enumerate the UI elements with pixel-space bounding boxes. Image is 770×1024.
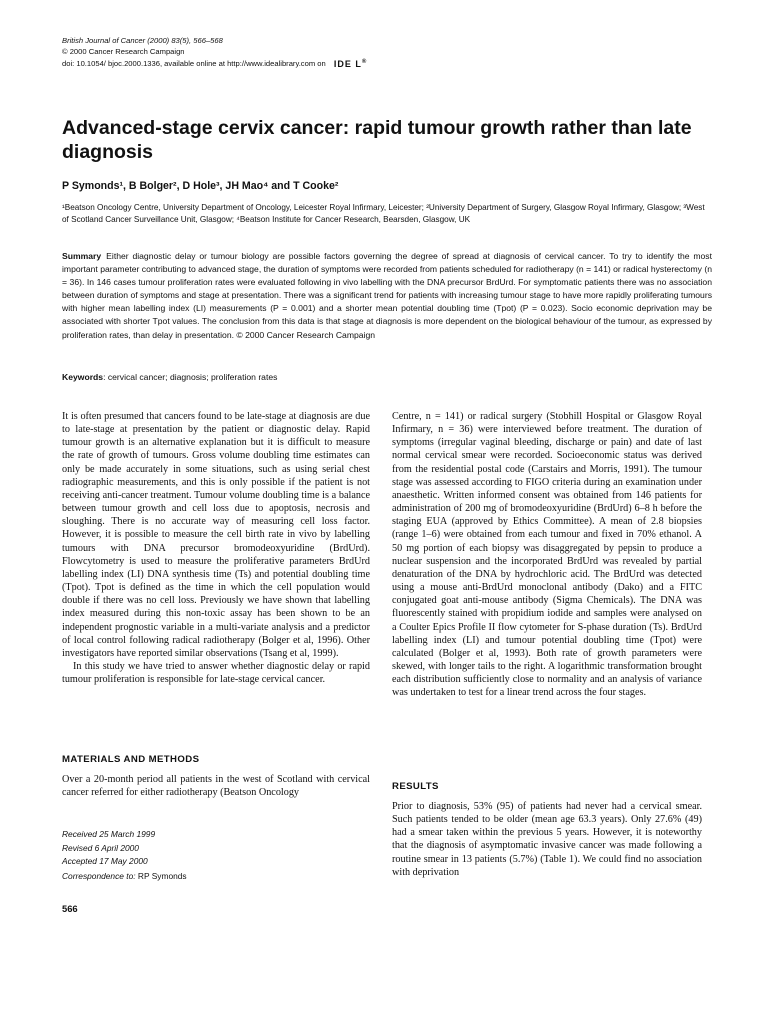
keywords-line [62, 372, 277, 382]
journal-header [62, 36, 367, 70]
doi-text: doi: 10.1054/ bjoc.2000.1336, available online at http://www.idealibrary.com on [62, 59, 326, 69]
page-number: 566 [62, 903, 78, 914]
materials-methods-heading: MATERIALS AND METHODS [62, 754, 200, 765]
summary-text: Either diagnostic delay or tumour biology are possible factors governing the degree of spread at diagnosis of cervical cancer. To try to identify the most important parameter contributing to advanced stage, the duration of symptoms were recorded from patients scheduled for radiotherapy (n = 141) or radical hysterectomy (n = 36). In 146 cases tumour proliferation rates were evaluated following in vivo labelling with the DNA precursor BrdUrd. For symptomatic patients there was no association between duration of symptoms and stage at presentation. There was a significant trend for patients with increasing tumour stage to have more rapidly proliferating tumours with higher mean labelling index (LI) measurements (P = 0.001) and a shorter mean potential doubling time (Tpot) (P = 0.023). Socio economic deprivation may be associated with shorter Tpot values. The conclusion from this data is that stage at diagnosis is more dependent on the biological behaviour of the tumour, as expressed by proliferation rates, than delay in presentation. © 2000 Cancer Research Campaign [62, 251, 712, 340]
results-heading: RESULTS [392, 781, 439, 792]
summary-block [62, 250, 712, 342]
right-column-methods: Centre, n = 141) or radical surgery (Stobhill Hospital or Glasgow Royal Infirmary, n = 36) were interviewed before treatment. The duration of symptoms (irregular vaginal bleeding, discharge or pain) and date of last normal cervical smear were recorded. Socioeconomic status was derived from the residential postal code (Carstairs and Morris, 1991). The tumour stage was assessed according to FIGO criteria during an examination under anaesthetic. Written informed consent was obtained from 146 patients for administration of 200 mg of bromodeoxyuridine (BrdUrd) 6–8 h before the staging EUA (approved by Ethics Committee). A mean of 2.8 biopsies (range 1–6) were obtained from each tumour and fixed in 70% ethanol. A 50 mg portion of each biopsy was disaggregated by pepsin to produce a nuclear suspension and the incorporated BrdUrd was revealed by partial denaturation of the DNA by hydrochloric acid. The BrdUrd was detected using a mouse anti-BrdUrd monoclonal antibody (Dako) and a FITC conjugated goat anti-mouse antibody (Sigma Chemicals). The DNA was fluorescently stained with propidium iodide and samples were analysed on a Coulter Epics Profile II flow cytometer for S-phase duration (Ts). BrdUrd labelling index (LI) and tumour potential doubling time (Tpot) were calculated (Bolger et al, 1993). Both rate of growth parameters were skewed, with longer tails to the right. A logarithmic transformation brought each distribution sufficiently close to normality and an analysis of variance was undertaken to test for a linear trend across the four stages. [392, 411, 702, 699]
summary-label: Summary [62, 251, 102, 261]
affiliations: ¹Beatson Oncology Centre, University Department of Oncology, Leicester Royal Infirmary, Leicester; ²University Department of Surgery, Glasgow Royal Infirmary, Glasgow; ³West of Scotland Cancer Surveillance Unit, Glasgow; ⁴Beatson Institute for Cancer Research, Bearsden, Glasgow, UK [62, 203, 705, 225]
correspondence [62, 871, 187, 881]
correspondence-name: RP Symonds [135, 871, 187, 881]
ideal-logo-text: IDE L [333, 59, 362, 70]
intro-paragraph-2: In this study we have tried to answer whether diagnostic delay or rapid tumour proliferation is responsible for late-stage cervical cancer. [62, 660, 370, 686]
keywords-label: Keywords [62, 372, 104, 382]
accepted-date: Accepted 17 May 2000 [62, 856, 148, 866]
intro-paragraph-1: It is often presumed that cancers found to be late-stage at diagnosis are due to late-stage at presentation by the patient or diagnostic delay. Rapid tumour growth is an alternative explanation but it is difficult to measure the rate of growth of tumours. Gross volume doubling time estimates can only be made accurately in some situations, such as using serial chest radiographic measurements, and this is only possible if the patient is not receiving anti-cancer treatment. Tumour volume doubling time is a balance between tumour growth and cell loss due to apoptosis, necrosis and sloughing. There is no accurate way of measuring cell loss factor. However, it is possible to measure the cell birth rate in vivo by labelling tumours with DNA precursor bromodeoxyuridine (BrdUrd). Flowcytometry is used to measure the proliferative parameters BrdUrd labelling index (LI) DNA synthesis time (Ts) and potential doubling time (Tpot). Tpot is defined as the time in which the cell population would double if there was no cell loss. Previously we have shown that labelling index measured during this non-toxic assay has been shown to be an independent prognostic variable in a multi-variate analysis and a predictor of local control following radical radiotherapy (Bolger et al, 1996). Other investigators have reported similar observations (Tsang et al, 1999). [62, 411, 370, 659]
materials-methods-text: Over a 20-month period all patients in the west of Scotland with cervical cancer referred for either radiotherapy (Beatson Oncology [62, 774, 370, 799]
ideal-logo [334, 57, 367, 70]
article-dates [62, 828, 155, 869]
ideal-logo-mark: ® [361, 59, 368, 66]
article-title: Advanced-stage cervix cancer: rapid tumour growth rather than late diagnosis [62, 117, 692, 163]
keywords-text: : cervical cancer; diagnosis; proliferation rates [103, 372, 278, 382]
revised-date: Revised 6 April 2000 [62, 842, 139, 853]
results-text: Prior to diagnosis, 53% (95) of patients had never had a cervical smear. Such patients tended to be older (mean age 63.3 years). Only 27.6% (49) had a smear taken within the previous 5 years. However, it is noteworthy that the diagnosis of asymptomatic invasive cancer was made following a routine smear in 13 patients (5.7%) (Table 1). We could find no association with deprivation [392, 801, 702, 878]
doi-line [62, 57, 367, 70]
left-column-intro [62, 410, 370, 686]
received-date: Received 25 March 1999 [62, 829, 156, 839]
correspondence-label: Correspondence to: [62, 871, 136, 881]
copyright-line: © 2000 Cancer Research Campaign [62, 46, 185, 56]
journal-citation: British Journal of Cancer (2000) 83(5), 566–568 [62, 36, 223, 45]
author-list: P Symonds¹, B Bolger², D Hole³, JH Mao⁴ and T Cooke² [62, 180, 339, 192]
